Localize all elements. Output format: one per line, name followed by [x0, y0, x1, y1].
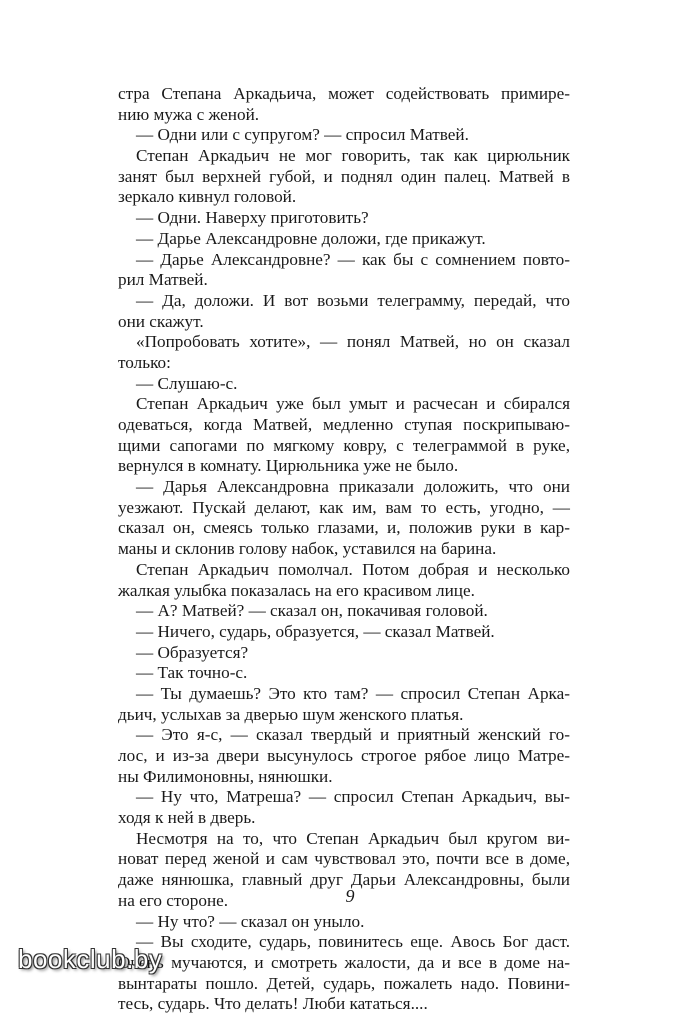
text-line: они скажут.	[118, 311, 204, 331]
text-line: зеркало кивнул головой.	[118, 187, 297, 207]
text-line: Степан Аркадьич помолчал. Потом добрая и несколько	[136, 559, 570, 579]
page-number: 9	[345, 886, 355, 906]
text-line: «Попробовать хотите», — понял Матвей, но он сказал	[136, 332, 570, 352]
text-line: новат перед женой и сам чувствовал это, почти все в доме,	[118, 849, 570, 869]
text-line: ходя к ней в дверь.	[118, 808, 256, 828]
text-line: — Ну что, Матреша? — спросил Степан Аркадьич, вы-	[136, 787, 570, 807]
paragraph	[118, 332, 570, 373]
text-line: — Дарья Александровна приказали доложить, что они	[136, 477, 570, 497]
paragraph	[118, 787, 570, 828]
paragraph	[118, 291, 570, 332]
text-line: уезжают. Пускай делают, как им, вам то есть, угодно, —	[118, 497, 570, 517]
text-line: — Это я-с, — сказал твердый и приятный женский го-	[136, 725, 570, 745]
paragraph	[118, 912, 570, 933]
text-line: — Одни. Наверху приготовить?	[136, 208, 369, 228]
text-line: Степан Аркадьич уже был умыт и расчесан и сбирался	[136, 394, 570, 414]
text-line: — Ты думаешь? Это кто там? — спросил Степан Арка-	[136, 683, 570, 703]
paragraph	[118, 374, 570, 395]
text-line: рил Матвей.	[118, 270, 208, 290]
text-line: тесь, сударь. Что делать! Люби кататься....	[118, 994, 428, 1014]
paragraph	[118, 622, 570, 643]
text-line: — Ну что? — сказал он уныло.	[136, 911, 365, 931]
paragraph	[118, 643, 570, 664]
text-line: маны и склонив голову набок, уставился на барина.	[118, 539, 497, 559]
paragraph	[118, 684, 570, 725]
text-line: только:	[118, 352, 171, 372]
paragraph	[118, 84, 570, 125]
paragraph	[118, 932, 570, 1015]
text-line: Степан Аркадьич не мог говорить, так как цирюльник	[136, 146, 570, 166]
text-line: — Вы сходите, сударь, повинитесь еще. Авось Бог даст.	[136, 932, 570, 952]
paragraph	[118, 125, 570, 146]
text-line: сказал он, смеясь только глазами, и, положив руки в кар-	[118, 518, 570, 538]
paragraph	[118, 663, 570, 684]
text-line: щими сапогами по мягкому ковру, с телеграммой в руке,	[118, 435, 570, 455]
paragraph	[118, 477, 570, 560]
paragraph	[118, 229, 570, 250]
text-line: даже нянюшка, главный друг Дарьи Александровны, были	[118, 870, 570, 890]
text-line: лос, и из-за двери высунулось строгое рябое лицо Матре-	[118, 746, 570, 765]
text-line: дьич, услыхав за дверью шум женского платья.	[118, 704, 464, 724]
paragraph	[118, 250, 570, 291]
paragraph	[118, 208, 570, 229]
text-line: вынтараты пошло. Детей, сударь, пожалеть надо. Повини-	[118, 973, 570, 993]
text-line: — Да, доложи. И вот возьми телеграмму, передай, что	[136, 290, 570, 310]
text-line: нию мужа с женой.	[118, 104, 260, 124]
paragraph	[118, 601, 570, 622]
paragraph	[118, 394, 570, 477]
text-line: вернулся в комнату. Цирюльника уже не было.	[118, 456, 459, 476]
text-line: Очень мучаются, и смотреть жалости, да и все в доме на-	[118, 952, 570, 972]
paragraph	[118, 560, 570, 601]
text-line: — А? Матвей? — сказал он, покачивая головой.	[136, 601, 488, 621]
text-line: — Дарье Александровне доложи, где прикажут.	[136, 228, 486, 248]
text-line: — Ничего, сударь, образуется, — сказал Матвей.	[136, 621, 495, 641]
text-line: одеваться, когда Матвей, медленно ступая поскрипываю-	[118, 415, 570, 434]
text-line: — Образуется?	[136, 642, 249, 662]
text-line: занят был верхней губой, и поднял один палец. Матвей в	[118, 166, 570, 186]
text-line: жалкая улыбка показалась на его красивом лице.	[118, 580, 475, 600]
text-line: Несмотря на то, что Степан Аркадьич был кругом ви-	[136, 828, 570, 848]
text-line: ны Филимоновны, нянюшки.	[118, 766, 333, 786]
paragraph	[118, 725, 570, 787]
text-line: — Слушаю-с.	[136, 373, 238, 393]
page-text	[118, 84, 570, 1015]
text-line: на его стороне.	[118, 890, 229, 910]
watermark: bookclub.by	[18, 944, 163, 974]
text-line: — Дарье Александровне? — как бы с сомнением повто-	[136, 249, 570, 269]
text-line: стра Степана Аркадьича, может содействовать примире-	[118, 84, 570, 103]
paragraph	[118, 146, 570, 208]
text-line: — Одни или с супругом? — спросил Матвей.	[136, 125, 469, 145]
text-line: — Так точно-с.	[136, 663, 248, 683]
